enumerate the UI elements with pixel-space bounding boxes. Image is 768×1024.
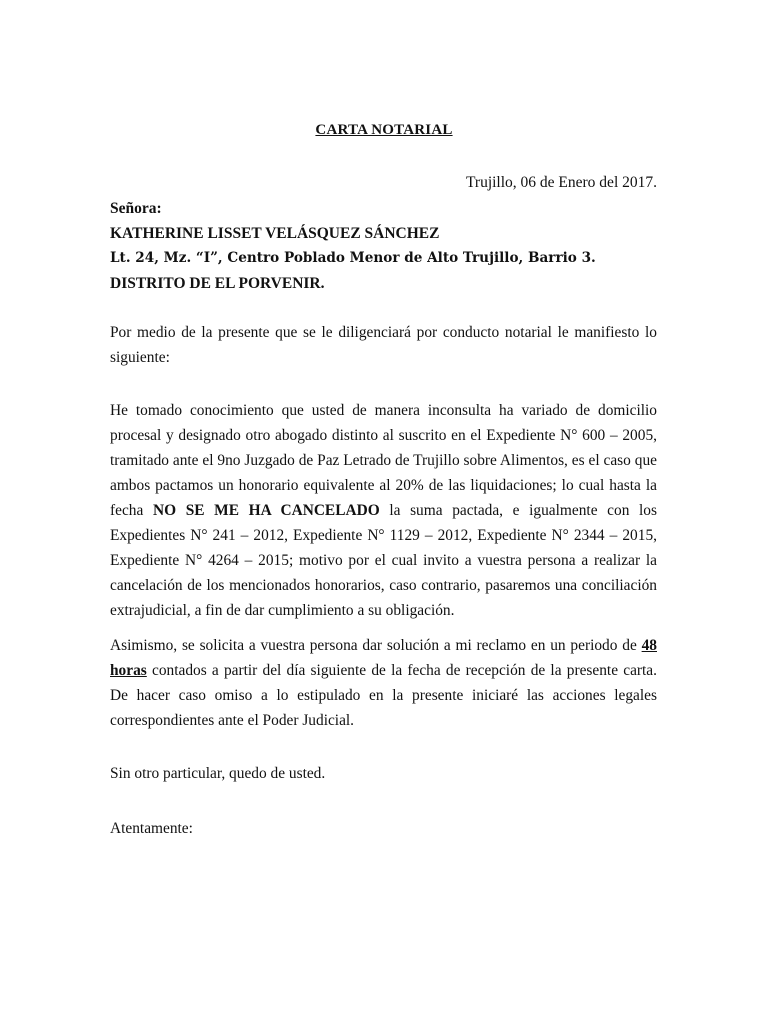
paragraph-main-text-a: He tomado conocimiento que usted de manera inconsulta ha variado de domicilio procesal y designado otro abogado distinto al suscrito en el Expediente N° 600 – 2005, tramitado ante el 9no Juzgado de Paz Letrado de Trujillo sobre Alimentos, es el caso que ambos pactamos un honorario equivalente al 20% de las liquidaciones; lo cual hasta la fecha	[110, 402, 657, 519]
recipient-address: Lt. 24, Mz. “I”, Centro Poblado Menor de Alto Trujillo, Barrio 3.	[110, 250, 596, 266]
paragraph-deadline	[110, 633, 657, 733]
paragraph-intro: Por medio de la presente que se le diligenciará por conducto notarial le manifiesto lo siguiente:	[110, 324, 657, 366]
closing-line: Sin otro particular, quedo de usted.	[110, 765, 326, 782]
recipient-district: DISTRITO DE EL PORVENIR.	[110, 275, 325, 292]
emphasis-48-hours: 48 horas	[110, 637, 657, 679]
document-title: CARTA NOTARIAL	[315, 122, 453, 138]
salutation: Señora:	[110, 200, 162, 217]
date-line: Trujillo, 06 de Enero del 2017.	[465, 174, 657, 191]
signoff: Atentamente:	[110, 820, 193, 837]
emphasis-not-paid: NO SE ME HA CANCELADO	[152, 502, 380, 519]
paragraph-main	[110, 398, 657, 623]
paragraph-deadline-text-b: contados a partir del día siguiente de la fecha de recepción de la presente carta. De hacer caso omiso a lo estipulado en la presente iniciaré las acciones legales correspondientes ante el Poder Judicial.	[110, 662, 657, 729]
paragraph-main-text-b: la suma pactada, e igualmente con los Expedientes N° 241 – 2012, Expediente N° 1129 – 2012, Expediente N° 2344 – 2015, Expediente N° 4264 – 2015; motivo por el cual invito a vuestra persona a realizar la cancelación de los mencionados honorarios, caso contrario, pasaremos una conciliación extrajudicial, a fin de dar cumplimiento a su obligación.	[110, 502, 657, 619]
recipient-name: KATHERINE LISSET VELÁSQUEZ SÁNCHEZ	[110, 225, 440, 242]
paragraph-deadline-text-a: Asimismo, se solicita a vuestra persona dar solución a mi reclamo en un periodo de	[110, 637, 642, 654]
